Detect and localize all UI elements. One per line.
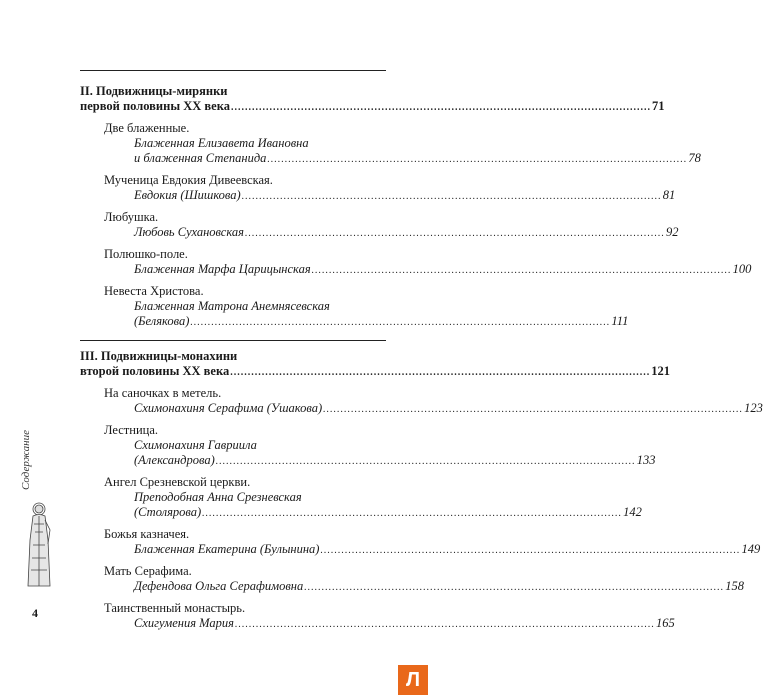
page-ref: 165: [655, 616, 675, 630]
entry-title: На саночках в метель.: [104, 386, 222, 400]
entry-subtitle-row-text: Любовь Сухановская: [134, 225, 244, 239]
entry-subtitle-row: [134, 262, 752, 278]
toc-entry: [104, 121, 701, 167]
section-title-line: III. Подвижницы-монахини: [80, 349, 238, 363]
dot-leader: ........................................................................................................................: [244, 228, 665, 239]
toc-entry: [104, 564, 744, 595]
entry-subtitle-row: [134, 579, 744, 595]
entry-subtitle-row: [134, 151, 701, 167]
section-heading: [80, 349, 670, 380]
toc-entry: [104, 475, 642, 521]
top-rule: [80, 70, 386, 71]
page-ref: 71: [651, 99, 665, 113]
entry-subtitle: Блаженная Матрона Анемнясевская: [134, 299, 330, 313]
dot-leader: ........................................................................................................................: [311, 265, 732, 276]
entry-subtitle-row-text: (Александрова): [134, 453, 215, 467]
page-ref: 142: [623, 505, 642, 519]
toc-entry: [104, 210, 679, 241]
entry-subtitle: Преподобная Анна Срезневская: [134, 490, 302, 504]
running-head: Содержание: [20, 429, 32, 490]
entry-subtitle-row-text: Блаженная Марфа Царицынская: [134, 262, 311, 276]
publisher-logo-icon: Л: [398, 665, 428, 695]
page-number: 4: [32, 606, 38, 620]
page-ref: 92: [665, 225, 679, 239]
entry-subtitle-row-text: Блаженная Екатерина (Булынина): [134, 542, 320, 556]
section-title-row: [80, 99, 665, 115]
entry-subtitle-row: [134, 616, 675, 632]
table-of-contents: [80, 84, 763, 638]
entry-title: Лестница.: [104, 423, 159, 437]
entry-subtitle-row-text: (Столярова): [134, 505, 202, 519]
section-divider: [80, 340, 386, 341]
section-title-row-text: второй половины XX века: [80, 364, 230, 378]
page-ref: 100: [732, 262, 752, 276]
entry-subtitle-row: [134, 542, 761, 558]
saint-figure-icon: [24, 500, 54, 590]
page-ref: 133: [636, 453, 656, 467]
dot-leader: ........................................................................................................................: [230, 102, 651, 113]
entry-subtitle-row: [134, 188, 676, 204]
entry-subtitle-row: [134, 401, 763, 417]
entry-title: Ангел Срезневской церкви.: [104, 475, 251, 489]
entry-title: Невеста Христова.: [104, 284, 204, 298]
entry-title: Любушка.: [104, 210, 159, 224]
entry-subtitle-row-text: Евдокия (Шишкова): [134, 188, 241, 202]
dot-leader: ........................................................................................................................: [304, 582, 725, 593]
section-title-row-text: первой половины XX века: [80, 99, 230, 113]
entry-subtitle-row: [134, 314, 629, 330]
dot-leader: ........................................................................................................................: [320, 545, 741, 556]
entry-title: Полюшко-поле.: [104, 247, 188, 261]
entry-title: Божья казначея.: [104, 527, 190, 541]
entry-subtitle: Блаженная Елизавета Ивановна: [134, 136, 309, 150]
dot-leader: ........................................................................................................................: [267, 154, 688, 165]
entry-subtitle-row-text: Схигумения Мария: [134, 616, 234, 630]
page-ref: 81: [662, 188, 676, 202]
toc-entry: [104, 173, 676, 204]
entry-subtitle: Схимонахиня Гавриила: [134, 438, 257, 452]
toc-entry: [104, 527, 761, 558]
dot-leader: ........................................................................................................................: [323, 404, 744, 415]
toc-entry: [104, 247, 752, 278]
page-ref: 158: [725, 579, 744, 593]
entry-subtitle-row: [134, 453, 656, 469]
section-title-line: II. Подвижницы-мирянки: [80, 84, 228, 98]
entry-subtitle-row-text: и блаженная Степанида: [134, 151, 267, 165]
dot-leader: ........................................................................................................................: [215, 456, 636, 467]
dot-leader: ........................................................................................................................: [230, 367, 651, 378]
entry-title: Мать Серафима.: [104, 564, 192, 578]
entry-subtitle-row-text: (Белякова): [134, 314, 190, 328]
page-ref: 111: [611, 314, 629, 328]
page-ref: 123: [744, 401, 763, 415]
page-ref: 149: [741, 542, 761, 556]
dot-leader: ........................................................................................................................: [202, 508, 623, 519]
page-ref: 121: [651, 364, 670, 378]
dot-leader: ........................................................................................................................: [190, 317, 611, 328]
entry-title: Таинственный монастырь.: [104, 601, 246, 615]
dot-leader: ........................................................................................................................: [241, 191, 662, 202]
entry-title: Две блаженные.: [104, 121, 190, 135]
entry-subtitle-row: [134, 505, 642, 521]
entry-subtitle-row: [134, 225, 679, 241]
entry-subtitle-row-text: Дефендова Ольга Серафимовна: [134, 579, 304, 593]
toc-entry: [104, 423, 656, 469]
toc-entry: [104, 386, 763, 417]
section-heading: [80, 84, 665, 115]
dot-leader: ........................................................................................................................: [234, 619, 655, 630]
section-title-row: [80, 364, 670, 380]
toc-entry: [104, 284, 629, 330]
entry-title: Мученица Евдокия Дивеевская.: [104, 173, 273, 187]
toc-entry: [104, 601, 675, 632]
page-ref: 78: [688, 151, 701, 165]
entry-subtitle-row-text: Схимонахиня Серафима (Ушакова): [134, 401, 323, 415]
